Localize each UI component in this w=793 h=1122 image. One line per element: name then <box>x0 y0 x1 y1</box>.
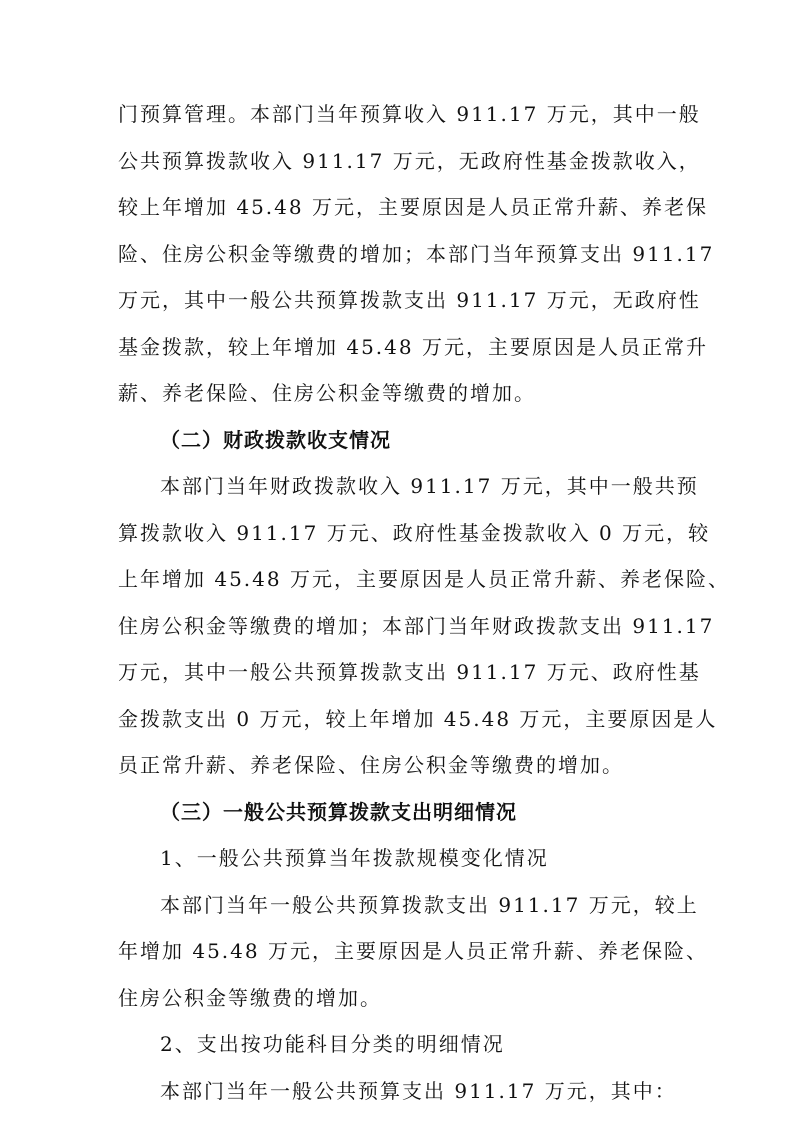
paragraph-line: 年增加 45.48 万元，主要原因是人员正常升薪、养老保险、 <box>118 939 708 963</box>
section-heading: （二）财政拨款收支情况 <box>160 428 391 452</box>
paragraph-line: 金拨款支出 0 万元，较上年增加 45.48 万元，主要原因是人 <box>118 707 718 731</box>
paragraph-line: 本部门当年财政拨款收入 911.17 万元，其中一般共预 <box>160 474 699 498</box>
paragraph-line: 基金拨款，较上年增加 45.48 万元，主要原因是人员正常升 <box>118 335 708 359</box>
paragraph-line: 公共预算拨款收入 911.17 万元，无政府性基金拨款收入， <box>118 149 701 173</box>
paragraph-line: 住房公积金等缴费的增加；本部门当年财政拨款支出 911.17 <box>118 614 715 638</box>
paragraph-line: 万元，其中一般公共预算拨款支出 911.17 万元、政府性基 <box>118 660 701 684</box>
paragraph-line: 万元，其中一般公共预算拨款支出 911.17 万元，无政府性 <box>118 288 701 312</box>
subsection-title: 1、一般公共预算当年拨款规模变化情况 <box>160 846 549 870</box>
paragraph-line: 薪、养老保险、住房公积金等缴费的增加。 <box>118 381 536 405</box>
paragraph-line: 上年增加 45.48 万元，主要原因是人员正常升薪、养老保险、 <box>118 567 730 591</box>
paragraph-line: 较上年增加 45.48 万元，主要原因是人员正常升薪、养老保 <box>118 195 708 219</box>
paragraph-line: 本部门当年一般公共预算支出 911.17 万元，其中： <box>160 1079 677 1103</box>
paragraph-line: 门预算管理。本部门当年预算收入 911.17 万元，其中一般 <box>118 102 701 126</box>
paragraph-line: 本部门当年一般公共预算拨款支出 911.17 万元，较上 <box>160 893 699 917</box>
paragraph-line: 住房公积金等缴费的增加。 <box>118 986 382 1010</box>
paragraph-line: 算拨款收入 911.17 万元、政府性基金拨款收入 0 万元，较 <box>118 521 711 545</box>
paragraph-line: 员正常升薪、养老保险、住房公积金等缴费的增加。 <box>118 753 624 777</box>
paragraph-line: 险、住房公积金等缴费的增加；本部门当年预算支出 911.17 <box>118 242 715 266</box>
section-heading: （三）一般公共预算拨款支出明细情况 <box>160 800 517 824</box>
subsection-title: 2、支出按功能科目分类的明细情况 <box>160 1032 505 1056</box>
